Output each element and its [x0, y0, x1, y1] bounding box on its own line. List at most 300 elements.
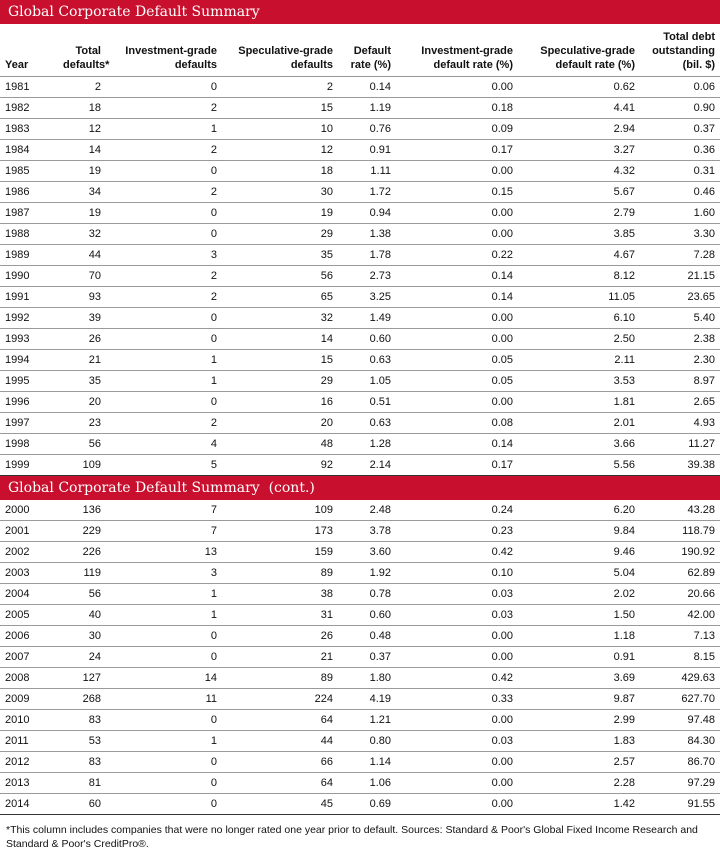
table-row — [0, 709, 720, 730]
table-row — [0, 181, 720, 202]
table-cell: 2.65 — [640, 391, 720, 412]
table-cell: 0.42 — [396, 667, 518, 688]
table-body-2000-2014 — [0, 500, 720, 815]
table-cell: 1 — [106, 349, 222, 370]
table-row — [0, 349, 720, 370]
table-cell: 6.20 — [518, 500, 640, 521]
table-cell: 3.60 — [338, 541, 396, 562]
table-cell: 1.81 — [518, 391, 640, 412]
table-cell: 1 — [106, 118, 222, 139]
table-cell: 13 — [106, 541, 222, 562]
table-cell: 14 — [58, 139, 106, 160]
table-cell: 1.83 — [518, 730, 640, 751]
table-row — [0, 202, 720, 223]
section-title: Global Corporate Default Summary — [0, 0, 720, 24]
table-cell: 10 — [222, 118, 338, 139]
col-header-ig-defaults: Investment-grade defaults — [125, 44, 217, 71]
table-cell: 7.13 — [640, 625, 720, 646]
table-cell: 3.78 — [338, 520, 396, 541]
table-cell: 1991 — [0, 286, 58, 307]
table-cell: 26 — [222, 625, 338, 646]
table-cell: 2008 — [0, 667, 58, 688]
table-cell: 1994 — [0, 349, 58, 370]
table-cell: 1.18 — [518, 625, 640, 646]
table-cell: 23.65 — [640, 286, 720, 307]
table-row — [0, 751, 720, 772]
table-cell: 8.12 — [518, 265, 640, 286]
table-cell: 3 — [106, 244, 222, 265]
table-cell: 1984 — [0, 139, 58, 160]
table-cell: 39 — [58, 307, 106, 328]
table-cell: 0.37 — [338, 646, 396, 667]
table-cell: 0 — [106, 76, 222, 97]
table-cell: 18 — [58, 97, 106, 118]
table-cell: 5.56 — [518, 454, 640, 475]
table-cell: 19 — [222, 202, 338, 223]
table-cell: 56 — [58, 583, 106, 604]
table-cell: 1982 — [0, 97, 58, 118]
table-cell: 62.89 — [640, 562, 720, 583]
table-cell: 20.66 — [640, 583, 720, 604]
table-cell: 1 — [106, 583, 222, 604]
table-row — [0, 500, 720, 521]
footnote: *This column includes companies that were no longer rated one year prior to default. Sources: Standard & Poor's Global Fixed Income Research and Standard & Poor's CreditPro®. — [6, 823, 698, 850]
table-cell: 5.40 — [640, 307, 720, 328]
table-cell: 35 — [222, 244, 338, 265]
table-cell: 118.79 — [640, 520, 720, 541]
table-cell: 190.92 — [640, 541, 720, 562]
table-cell: 0.00 — [396, 202, 518, 223]
table-cell: 0.00 — [396, 328, 518, 349]
table-cell: 1.72 — [338, 181, 396, 202]
table-row — [0, 328, 720, 349]
table-cell: 2 — [106, 139, 222, 160]
table-cell: 1996 — [0, 391, 58, 412]
table-cell: 0.17 — [396, 139, 518, 160]
table-cell: 268 — [58, 688, 106, 709]
table-cell: 2.99 — [518, 709, 640, 730]
table-cell: 1985 — [0, 160, 58, 181]
table-cell: 3.27 — [518, 139, 640, 160]
table-row — [0, 520, 720, 541]
table-cell: 1.21 — [338, 709, 396, 730]
table-cell: 2 — [106, 286, 222, 307]
table-row — [0, 604, 720, 625]
table-cell: 2.02 — [518, 583, 640, 604]
table-cell: 2.94 — [518, 118, 640, 139]
table-cell: 119 — [58, 562, 106, 583]
table-cell: 8.97 — [640, 370, 720, 391]
table-cell: 15 — [222, 349, 338, 370]
table-cell: 9.84 — [518, 520, 640, 541]
table-cell: 1.19 — [338, 97, 396, 118]
table-cell: 1995 — [0, 370, 58, 391]
table-cell: 1 — [106, 370, 222, 391]
table-cell: 43.28 — [640, 500, 720, 521]
table-cell: 0.06 — [640, 76, 720, 97]
table-cell: 0.00 — [396, 709, 518, 730]
table-cell: 53 — [58, 730, 106, 751]
table-cell: 2006 — [0, 625, 58, 646]
table-cell: 3.85 — [518, 223, 640, 244]
table-row — [0, 541, 720, 562]
table-cell: 56 — [58, 433, 106, 454]
table-cell: 24 — [58, 646, 106, 667]
table-cell: 3.25 — [338, 286, 396, 307]
default-summary-table-continued — [0, 500, 720, 815]
table-cell: 0.69 — [338, 793, 396, 814]
table-cell: 92 — [222, 454, 338, 475]
table-cell: 21 — [222, 646, 338, 667]
table-cell: 1.38 — [338, 223, 396, 244]
table-cell: 1992 — [0, 307, 58, 328]
table-cell: 0.33 — [396, 688, 518, 709]
table-cell: 2002 — [0, 541, 58, 562]
table-cell: 89 — [222, 667, 338, 688]
table-cell: 109 — [222, 500, 338, 521]
table-cell: 4.67 — [518, 244, 640, 265]
table-cell: 0 — [106, 751, 222, 772]
table-row — [0, 160, 720, 181]
table-cell: 97.48 — [640, 709, 720, 730]
table-cell: 42.00 — [640, 604, 720, 625]
table-cell: 2.01 — [518, 412, 640, 433]
table-cell: 2 — [222, 76, 338, 97]
table-cell: 32 — [58, 223, 106, 244]
table-cell: 2.48 — [338, 500, 396, 521]
table-cell: 3.66 — [518, 433, 640, 454]
table-row — [0, 370, 720, 391]
table-cell: 1990 — [0, 265, 58, 286]
col-header-sg-rate: Speculative-grade default rate (%) — [540, 44, 635, 71]
table-cell: 226 — [58, 541, 106, 562]
table-cell: 2.57 — [518, 751, 640, 772]
table-cell: 127 — [58, 667, 106, 688]
table-row — [0, 646, 720, 667]
table-cell: 229 — [58, 520, 106, 541]
table-cell: 1.05 — [338, 370, 396, 391]
table-cell: 20 — [222, 412, 338, 433]
table-cell: 39.38 — [640, 454, 720, 475]
table-cell: 19 — [58, 160, 106, 181]
table-row — [0, 667, 720, 688]
section-title-continued: Global Corporate Default Summary (cont.) — [0, 476, 720, 500]
table-cell: 3.30 — [640, 223, 720, 244]
table-cell: 2.79 — [518, 202, 640, 223]
table-cell: 9.87 — [518, 688, 640, 709]
table-cell: 0.94 — [338, 202, 396, 223]
table-cell: 159 — [222, 541, 338, 562]
table-cell: 2013 — [0, 772, 58, 793]
table-cell: 0.80 — [338, 730, 396, 751]
table-cell: 0.51 — [338, 391, 396, 412]
table-cell: 2004 — [0, 583, 58, 604]
table-cell: 0.14 — [396, 433, 518, 454]
table-cell: 83 — [58, 751, 106, 772]
table-cell: 0.76 — [338, 118, 396, 139]
table-cell: 0.00 — [396, 223, 518, 244]
table-cell: 2014 — [0, 793, 58, 814]
table-cell: 2009 — [0, 688, 58, 709]
table-cell: 91.55 — [640, 793, 720, 814]
table-cell: 1.50 — [518, 604, 640, 625]
table-cell: 0.31 — [640, 160, 720, 181]
table-cell: 2003 — [0, 562, 58, 583]
table-cell: 84.30 — [640, 730, 720, 751]
table-row — [0, 97, 720, 118]
table-cell: 2.73 — [338, 265, 396, 286]
table-cell: 83 — [58, 709, 106, 730]
table-cell: 1986 — [0, 181, 58, 202]
table-cell: 81 — [58, 772, 106, 793]
table-cell: 1987 — [0, 202, 58, 223]
table-cell: 2.28 — [518, 772, 640, 793]
table-cell: 40 — [58, 604, 106, 625]
table-cell: 2000 — [0, 500, 58, 521]
table-cell: 56 — [222, 265, 338, 286]
table-cell: 45 — [222, 793, 338, 814]
table-cell: 1 — [106, 730, 222, 751]
table-cell: 4.32 — [518, 160, 640, 181]
table-cell: 2 — [106, 265, 222, 286]
table-cell: 173 — [222, 520, 338, 541]
table-cell: 2 — [106, 181, 222, 202]
table-row — [0, 391, 720, 412]
table-cell: 0 — [106, 793, 222, 814]
table-cell: 7 — [106, 500, 222, 521]
table-cell: 20 — [58, 391, 106, 412]
table-cell: 136 — [58, 500, 106, 521]
table-row — [0, 118, 720, 139]
col-header-sg-defaults: Speculative-grade defaults — [238, 44, 333, 71]
table-cell: 1.60 — [640, 202, 720, 223]
table-row — [0, 307, 720, 328]
table-cell: 0.18 — [396, 97, 518, 118]
table-cell: 224 — [222, 688, 338, 709]
table-cell: 2010 — [0, 709, 58, 730]
table-cell: 21 — [58, 349, 106, 370]
default-summary-table — [0, 24, 720, 476]
table-row — [0, 76, 720, 97]
table-cell: 0.05 — [396, 349, 518, 370]
table-cell: 0.91 — [518, 646, 640, 667]
table-cell: 4.19 — [338, 688, 396, 709]
table-cell: 44 — [222, 730, 338, 751]
table-row — [0, 412, 720, 433]
table-row — [0, 244, 720, 265]
table-cell: 0.00 — [396, 391, 518, 412]
table-cell: 11 — [106, 688, 222, 709]
table-cell: 2.50 — [518, 328, 640, 349]
table-cell: 11.27 — [640, 433, 720, 454]
table-cell: 29 — [222, 223, 338, 244]
table-cell: 66 — [222, 751, 338, 772]
table-row — [0, 688, 720, 709]
table-cell: 0.37 — [640, 118, 720, 139]
table-cell: 18 — [222, 160, 338, 181]
table-cell: 0.00 — [396, 76, 518, 97]
table-cell: 0.00 — [396, 646, 518, 667]
table-cell: 2001 — [0, 520, 58, 541]
table-cell: 5.67 — [518, 181, 640, 202]
table-cell: 1.28 — [338, 433, 396, 454]
table-cell: 31 — [222, 604, 338, 625]
table-cell: 3.69 — [518, 667, 640, 688]
table-cell: 0.00 — [396, 307, 518, 328]
table-cell: 1.49 — [338, 307, 396, 328]
table-cell: 26 — [58, 328, 106, 349]
table-cell: 0.36 — [640, 139, 720, 160]
table-cell: 8.15 — [640, 646, 720, 667]
table-cell: 65 — [222, 286, 338, 307]
table-cell: 23 — [58, 412, 106, 433]
table-cell: 0.14 — [338, 76, 396, 97]
table-cell: 0.48 — [338, 625, 396, 646]
table-cell: 30 — [58, 625, 106, 646]
table-cell: 0.15 — [396, 181, 518, 202]
table-cell: 0 — [106, 709, 222, 730]
table-cell: 0.78 — [338, 583, 396, 604]
table-cell: 1988 — [0, 223, 58, 244]
header-row — [0, 24, 720, 76]
col-header-default-rate: Default rate (%) — [350, 44, 391, 71]
table-cell: 0.62 — [518, 76, 640, 97]
table-cell: 627.70 — [640, 688, 720, 709]
table-cell: 34 — [58, 181, 106, 202]
col-header-total-defaults: Total defaults* — [63, 44, 110, 71]
table-cell: 0.91 — [338, 139, 396, 160]
table-cell: 0 — [106, 646, 222, 667]
table-cell: 0.42 — [396, 541, 518, 562]
table-cell: 0 — [106, 160, 222, 181]
table-cell: 89 — [222, 562, 338, 583]
table-cell: 1989 — [0, 244, 58, 265]
table-row — [0, 772, 720, 793]
table-cell: 2.30 — [640, 349, 720, 370]
table-cell: 4.41 — [518, 97, 640, 118]
table-cell: 7 — [106, 520, 222, 541]
table-cell: 0.03 — [396, 583, 518, 604]
table-cell: 0.17 — [396, 454, 518, 475]
table-cell: 1.78 — [338, 244, 396, 265]
table-row — [0, 625, 720, 646]
table-cell: 7.28 — [640, 244, 720, 265]
table-cell: 0.24 — [396, 500, 518, 521]
table-row — [0, 454, 720, 475]
table-cell: 6.10 — [518, 307, 640, 328]
table-cell: 0.14 — [396, 265, 518, 286]
table-cell: 1.42 — [518, 793, 640, 814]
table-cell: 0.00 — [396, 793, 518, 814]
table-cell: 109 — [58, 454, 106, 475]
table-cell: 3.53 — [518, 370, 640, 391]
table-cell: 86.70 — [640, 751, 720, 772]
table-cell: 30 — [222, 181, 338, 202]
table-cell: 0.00 — [396, 751, 518, 772]
table-cell: 2007 — [0, 646, 58, 667]
table-cell: 0.03 — [396, 604, 518, 625]
table-cell: 1.06 — [338, 772, 396, 793]
table-cell: 1.11 — [338, 160, 396, 181]
table-cell: 12 — [58, 118, 106, 139]
table-row — [0, 265, 720, 286]
table-cell: 429.63 — [640, 667, 720, 688]
table-cell: 0.00 — [396, 625, 518, 646]
table-cell: 1.14 — [338, 751, 396, 772]
table-cell: 0.05 — [396, 370, 518, 391]
table-cell: 44 — [58, 244, 106, 265]
table-cell: 15 — [222, 97, 338, 118]
table-row — [0, 793, 720, 814]
table-row — [0, 223, 720, 244]
table-cell: 0.08 — [396, 412, 518, 433]
table-cell: 1993 — [0, 328, 58, 349]
table-cell: 64 — [222, 772, 338, 793]
table-cell: 2.14 — [338, 454, 396, 475]
table-cell: 0 — [106, 772, 222, 793]
table-cell: 1997 — [0, 412, 58, 433]
table-cell: 0.03 — [396, 730, 518, 751]
table-cell: 0 — [106, 307, 222, 328]
table-cell: 1 — [106, 604, 222, 625]
table-cell: 0.00 — [396, 772, 518, 793]
table-cell: 2 — [106, 412, 222, 433]
table-cell: 0.10 — [396, 562, 518, 583]
table-cell: 32 — [222, 307, 338, 328]
col-header-year: Year — [5, 58, 29, 71]
table-cell: 0 — [106, 328, 222, 349]
table-cell: 2012 — [0, 751, 58, 772]
table-cell: 48 — [222, 433, 338, 454]
table-cell: 1.92 — [338, 562, 396, 583]
table-cell: 5.04 — [518, 562, 640, 583]
table-cell: 0.90 — [640, 97, 720, 118]
table-cell: 2.11 — [518, 349, 640, 370]
col-header-ig-rate: Investment-grade default rate (%) — [421, 44, 513, 71]
table-cell: 38 — [222, 583, 338, 604]
table-cell: 14 — [106, 667, 222, 688]
table-cell: 14 — [222, 328, 338, 349]
table-cell: 1999 — [0, 454, 58, 475]
table-row — [0, 433, 720, 454]
table-cell: 0 — [106, 391, 222, 412]
table-cell: 1983 — [0, 118, 58, 139]
table-cell: 97.29 — [640, 772, 720, 793]
table-cell: 70 — [58, 265, 106, 286]
col-header-debt-outstanding: Total debt outstanding (bil. $) — [652, 30, 715, 71]
table-cell: 9.46 — [518, 541, 640, 562]
table-cell: 3 — [106, 562, 222, 583]
table-row — [0, 139, 720, 160]
table-row — [0, 730, 720, 751]
table-cell: 2 — [106, 97, 222, 118]
table-cell: 0.00 — [396, 160, 518, 181]
table-body-1981-1999 — [0, 76, 720, 475]
table-cell: 1.80 — [338, 667, 396, 688]
table-cell: 0.23 — [396, 520, 518, 541]
table-cell: 93 — [58, 286, 106, 307]
table-cell: 0.60 — [338, 604, 396, 625]
table-row — [0, 286, 720, 307]
table-cell: 2005 — [0, 604, 58, 625]
table-cell: 5 — [106, 454, 222, 475]
table-cell: 0 — [106, 202, 222, 223]
table-cell: 29 — [222, 370, 338, 391]
table-cell: 4.93 — [640, 412, 720, 433]
table-cell: 12 — [222, 139, 338, 160]
table-cell: 4 — [106, 433, 222, 454]
table-cell: 0 — [106, 223, 222, 244]
